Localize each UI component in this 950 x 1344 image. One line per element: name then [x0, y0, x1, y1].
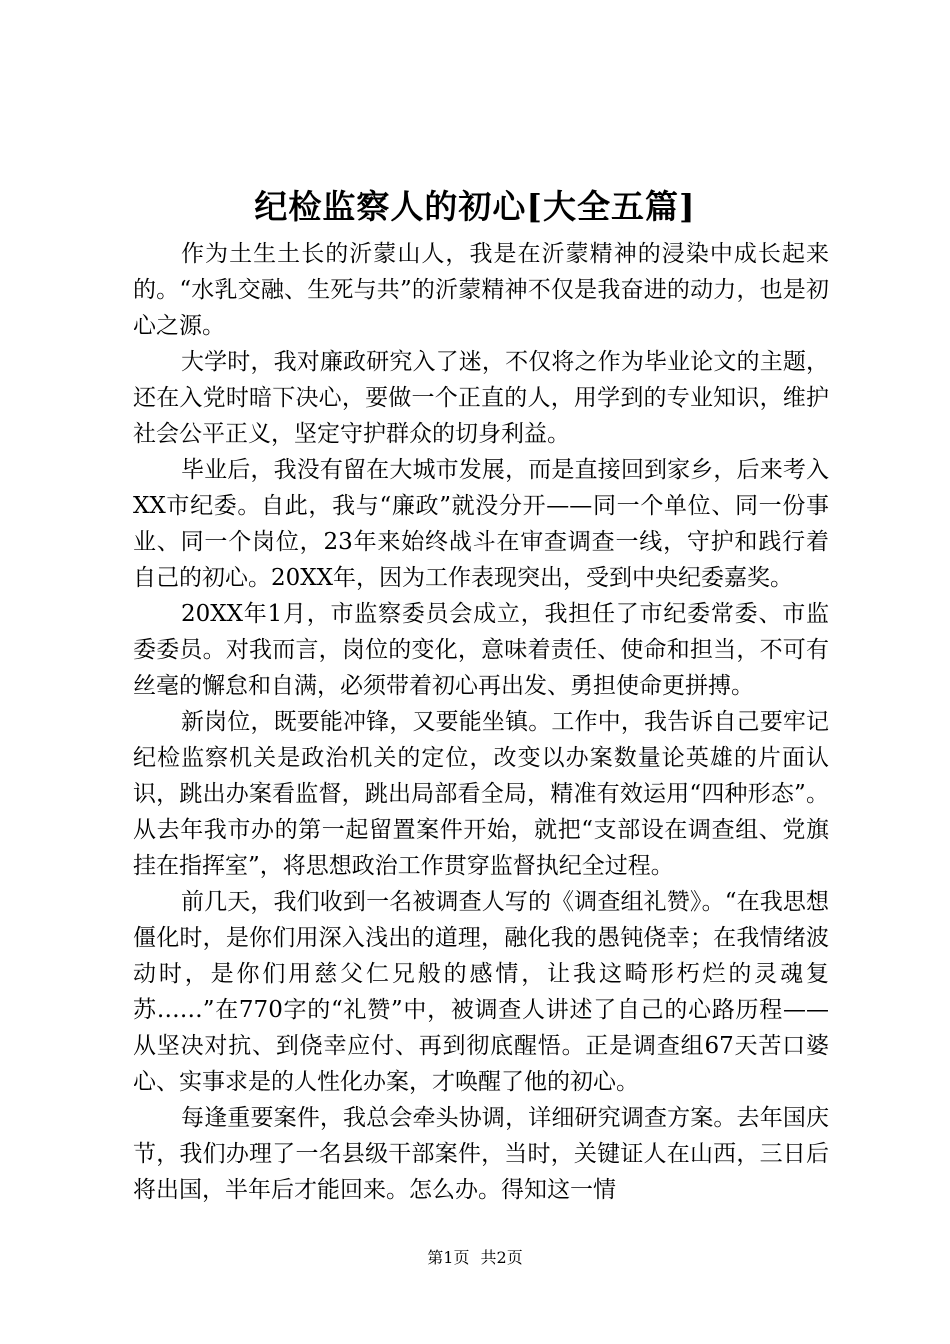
paragraph: 每逢重要案件，我总会牵头协调，详细研究调查方案。去年国庆节，我们办理了一名县级干部案件，当时，关键证人在山西，三日后将出国，半年后才能回来。怎么办。得知这一情 [133, 1105, 829, 1203]
page-number-total: 共2页 [480, 1248, 523, 1267]
document-body [133, 236, 829, 1208]
paragraph: 20XX年1月，市监察委员会成立，我担任了市纪委常委、市监委委员。对我而言，岗位的变化，意味着责任、使命和担当，不可有丝毫的懈怠和自满，必须带着初心再出发、勇担使命更拼搏。 [133, 601, 829, 699]
paragraph: 新岗位，既要能冲锋，又要能坐镇。工作中，我告诉自己要牢记纪检监察机关是政治机关的定位，改变以办案数量论英雄的片面认识，跳出办案看监督，跳出局部看全局，精准有效运用“四种形态”。从去年我市办的第一起留置案件开始，就把“支部设在调查组、党旗挂在指挥室”，将思想政治工作贯穿监督执纪全过程。 [133, 709, 829, 879]
paragraph: 作为土生土长的沂蒙山人，我是在沂蒙精神的浸染中成长起来的。“水乳交融、生死与共”的沂蒙精神不仅是我奋进的动力，也是初心之源。 [133, 241, 829, 339]
page-number-current: 第1页 [427, 1248, 470, 1267]
document-title: 纪检监察人的初心[大全五篇] [254, 187, 696, 226]
paragraph: 毕业后，我没有留在大城市发展，而是直接回到家乡，后来考入XX市纪委。自此，我与“廉政”就没分开——同一个单位、同一份事业、同一个岗位，23年来始终战斗在审查调查一线，守护和践行着自己的初心。20XX年，因为工作表现突出，受到中央纪委嘉奖。 [133, 457, 829, 591]
paragraph: 大学时，我对廉政研究入了迷，不仅将之作为毕业论文的主题，还在入党时暗下决心，要做一个正直的人，用学到的专业知识，维护社会公平正义，坚定守护群众的切身利益。 [133, 349, 829, 447]
paragraph: 前几天，我们收到一名被调查人写的《调查组礼赞》。“在我思想僵化时，是你们用深入浅出的道理，融化我的愚钝侥幸；在我情绪波动时，是你们用慈父仁兄般的感情，让我这畸形朽烂的灵魂复苏……”在770字的“礼赞”中，被调查人讲述了自己的心路历程——从坚决对抗、到侥幸应付、再到彻底醒悟。正是调查组67天苦口婆心、实事求是的人性化办案，才唤醒了他的初心。 [133, 889, 829, 1095]
page-footer [0, 1247, 950, 1269]
